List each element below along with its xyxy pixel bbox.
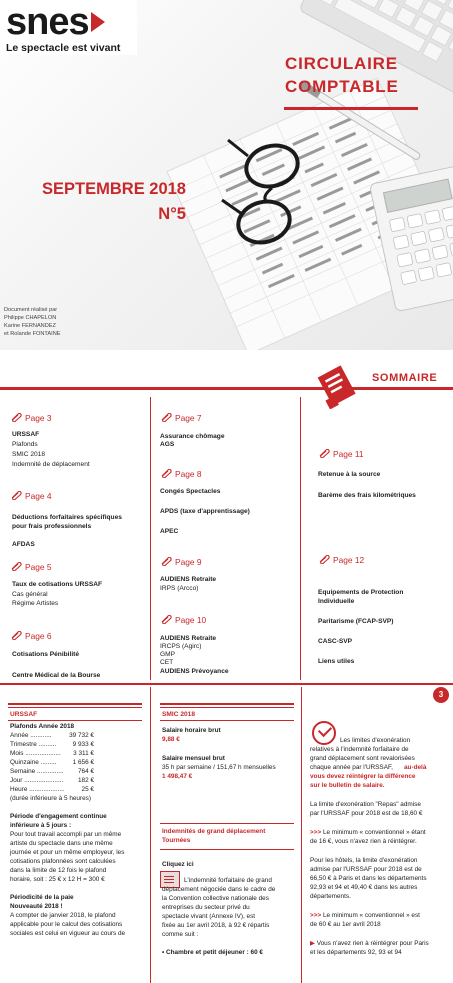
sommaire-title: SOMMAIRE bbox=[368, 372, 441, 384]
toc-item[interactable]: AUDIENS Prévoyance bbox=[160, 668, 229, 675]
logo-triangle-icon bbox=[91, 12, 105, 32]
periodicite-text: A compter de janvier 2018, le plafond bbox=[10, 912, 116, 919]
periode-text: dans la limite de 12 fois le plafond bbox=[10, 867, 107, 874]
repas-min-text: >>> Le minimum « conventionnel » étant bbox=[310, 829, 426, 836]
smic-horaire-title: Salaire horaire brut bbox=[162, 727, 221, 734]
toc-item[interactable]: AUDIENS Retraite bbox=[160, 635, 217, 642]
toc-item[interactable]: Déductions forfaitaires spécifiques bbox=[12, 514, 122, 521]
toc-item[interactable]: CET bbox=[160, 659, 174, 666]
toc-item[interactable]: Taux de cotisations URSSAF bbox=[12, 581, 103, 588]
repas-text: La limite d'exonération "Repas" admise bbox=[310, 801, 421, 808]
hotels-min-text: de 60 € au 1er avril 2018 bbox=[310, 921, 381, 928]
hotels-text: départements. bbox=[310, 893, 351, 900]
paperclip-icon bbox=[160, 469, 172, 478]
page-number-badge: 3 bbox=[433, 687, 449, 703]
toc-item[interactable]: Barème des frais kilométriques bbox=[318, 492, 416, 499]
paperclip-icon bbox=[10, 562, 22, 571]
smic-mensuel-text: 35 h par semaine / 151,67 h mensuelles bbox=[162, 764, 276, 771]
toc-item[interactable]: CASC-SVP bbox=[318, 638, 353, 645]
column-divider bbox=[301, 687, 302, 983]
hotels-text: 66,50 € à Paris et dans les départements bbox=[310, 875, 427, 882]
paperclip-icon bbox=[10, 413, 22, 422]
periode-text: cotisations plafonnées sont calculées bbox=[10, 858, 116, 865]
plafond-row: Trimestre .......... 9 933 € bbox=[10, 741, 94, 748]
cliquez-ici-link[interactable]: Cliquez ici bbox=[162, 861, 194, 868]
plafond-note: (durée inférieure à 5 heures) bbox=[10, 795, 91, 802]
toc-item[interactable]: IRCPS (Agirc) bbox=[160, 643, 202, 650]
toc-item[interactable]: APEC bbox=[160, 528, 179, 535]
cover-issue bbox=[14, 177, 186, 227]
toc-item[interactable]: AFDAS bbox=[12, 541, 35, 548]
hotels-text: Pour les hôtels, la limite d'exonération bbox=[310, 857, 418, 864]
paperclip-icon bbox=[160, 615, 172, 624]
link-page-10[interactable]: Page 10 bbox=[160, 615, 206, 625]
section-rule bbox=[160, 703, 294, 705]
page-rule bbox=[0, 683, 453, 685]
link-page-12[interactable]: Page 12 bbox=[318, 555, 364, 565]
plafond-row: Semaine ............... 764 € bbox=[10, 768, 94, 775]
smic-mensuel-title: Salaire mensuel brut bbox=[162, 755, 225, 762]
chambre-line: • Chambre et petit déjeuner : 60 € bbox=[162, 949, 263, 956]
section-heading-urssaf: URSSAF bbox=[10, 711, 38, 718]
hotels-min-text: >>> Le minimum « conventionnel » est bbox=[310, 912, 420, 919]
cover-credits: Document réalisé par Philippe CHAPELON Karine FERNANDEZ et Rolande FONTAINE bbox=[4, 307, 61, 337]
indem-text: L'indemnité forfaitaire de grand bbox=[184, 877, 272, 884]
plafond-row: Mois .................... 3 311 € bbox=[10, 750, 94, 757]
sommaire-page bbox=[0, 355, 453, 680]
periodicite-text: sociales est celui en vigueur au cours de bbox=[10, 930, 126, 937]
link-page-6[interactable]: Page 6 bbox=[10, 631, 52, 641]
hotels-text: 92,93 et 94 et 49,40 € dans les autres bbox=[310, 884, 418, 891]
toc-item[interactable]: Assurance chômage bbox=[160, 433, 225, 440]
periodicite-text: applicable pour le calcul des cotisations bbox=[10, 921, 123, 928]
link-page-9[interactable]: Page 9 bbox=[160, 557, 202, 567]
indem-title: Indemnités de grand déplacement bbox=[162, 828, 266, 835]
indem-text: la Convention collective nationale des bbox=[162, 895, 269, 902]
toc-item[interactable]: pour frais professionnels bbox=[12, 523, 92, 530]
toc-item[interactable]: Paritarisme (FCAP-SVP) bbox=[318, 618, 394, 625]
periode-text: horaire, soit : 25 € x 12 H = 300 € bbox=[10, 876, 105, 883]
section-rule bbox=[8, 703, 142, 705]
section-rule bbox=[160, 823, 294, 824]
sommaire-column-3 bbox=[314, 397, 450, 680]
periode-text: artiste du spectacle dans une même bbox=[10, 840, 113, 847]
toc-item[interactable]: Equipements de Protection bbox=[318, 589, 404, 596]
indem-text: comme suit : bbox=[162, 931, 199, 938]
toc-item[interactable]: Cotisations Pénibilité bbox=[12, 651, 80, 658]
section-rule bbox=[8, 707, 142, 708]
cover-number: N°5 bbox=[158, 205, 186, 223]
paperclip-icon bbox=[318, 555, 330, 564]
section-rule bbox=[160, 849, 294, 850]
section-rule bbox=[160, 720, 294, 721]
logo-wordmark: snes bbox=[6, 1, 89, 43]
cover-title: CIRCULAIRE COMPTABLE bbox=[285, 54, 399, 96]
link-page-4[interactable]: Page 4 bbox=[10, 491, 52, 501]
periodicite-title: Périodicité de la paie bbox=[10, 894, 74, 901]
limites-warning: sur le bulletin de salaire. bbox=[310, 782, 385, 789]
indem-text: fixée au 1er avril 2018, à 92 € répartis bbox=[162, 922, 270, 929]
smic-mensuel-value: 1 498,47 € bbox=[162, 773, 193, 780]
repas-min-text: de 16 €, vous n'avez rien à réintégrer. bbox=[310, 838, 417, 845]
limites-text: chaque année par l'URSSAF, bbox=[310, 764, 393, 771]
link-page-7[interactable]: Page 7 bbox=[160, 413, 202, 423]
section-rule bbox=[8, 720, 142, 721]
toc-item[interactable]: SMIC 2018 bbox=[12, 451, 45, 458]
toc-item[interactable]: AGS bbox=[160, 441, 175, 448]
section-heading-smic: SMIC 2018 bbox=[162, 711, 195, 718]
logo-tagline: Le spectacle est vivant bbox=[6, 42, 121, 54]
column-divider bbox=[300, 397, 301, 680]
periode-title: Période d'engagement continue bbox=[10, 813, 107, 820]
toc-item[interactable]: Centre Médical de la Bourse bbox=[12, 672, 101, 679]
toc-item[interactable]: Régime Artistes bbox=[12, 600, 59, 607]
plafond-row: Année ............ 39 732 € bbox=[10, 732, 94, 739]
toc-item[interactable]: Plafonds bbox=[12, 441, 38, 448]
toc-item[interactable]: Liens utiles bbox=[318, 658, 355, 665]
periodicite-title: Nouveauté 2018 ! bbox=[10, 903, 63, 910]
toc-item[interactable]: Cas général bbox=[12, 591, 48, 598]
plafonds-title: Plafonds Année 2018 bbox=[10, 723, 75, 730]
periode-title: inférieure à 5 jours : bbox=[10, 822, 72, 829]
periode-text: Pour tout travail accompli par un même bbox=[10, 831, 122, 838]
plafond-row: Quinzaine ......... 1 656 € bbox=[10, 759, 94, 766]
column-divider bbox=[150, 397, 151, 680]
toc-item[interactable]: URSSAF bbox=[12, 431, 40, 438]
cover-date: SEPTEMBRE 2018 bbox=[42, 180, 186, 198]
paperclip-icon bbox=[160, 557, 172, 566]
limites-text: grand déplacement sont revalorisées bbox=[310, 755, 415, 762]
limites-warning: vous devez réintégrer la différence bbox=[310, 773, 416, 780]
cover-page bbox=[0, 0, 453, 350]
toc-item[interactable]: AUDIENS Retraite bbox=[160, 576, 217, 583]
paperclip-icon bbox=[10, 631, 22, 640]
indem-text: déplacement négociée dans le cadre de bbox=[162, 886, 276, 893]
column-divider bbox=[150, 687, 151, 983]
page-3 bbox=[0, 683, 453, 983]
paris-text: ▶ Vous n'avez rien à réintégrer pour Paris bbox=[310, 940, 429, 947]
sommaire-column-1 bbox=[8, 397, 146, 680]
link-page-11[interactable]: Page 11 bbox=[318, 449, 364, 459]
periode-text: journée et pour un même employeur, les bbox=[10, 849, 125, 856]
toc-item[interactable]: Individuelle bbox=[318, 598, 355, 605]
smic-horaire-value: 9,88 € bbox=[162, 736, 180, 743]
link-page-3[interactable]: Page 3 bbox=[10, 413, 52, 423]
limites-text: Les limites d'exonération bbox=[340, 737, 411, 744]
sommaire-column-2 bbox=[158, 397, 294, 680]
sommaire-rule bbox=[0, 387, 453, 390]
toc-item[interactable]: GMP bbox=[160, 651, 176, 658]
toc-item[interactable]: IRPS (Arcco) bbox=[160, 585, 199, 592]
cover-title-underline bbox=[284, 107, 418, 110]
limites-text: relatives à l'indemnité forfaitaire de bbox=[310, 746, 409, 753]
checkmark-icon bbox=[312, 721, 336, 745]
link-page-8[interactable]: Page 8 bbox=[160, 469, 202, 479]
plafond-row: Heure .................... 25 € bbox=[10, 786, 94, 793]
repas-text: par l'URSSAF pour 2018 est de 18,60 € bbox=[310, 810, 423, 817]
toc-item[interactable]: Indemnité de déplacement bbox=[12, 461, 90, 468]
plafond-row: Jour ...................... 182 € bbox=[10, 777, 94, 784]
indem-text: spectacle vivant (Annexe IV), est bbox=[162, 913, 256, 920]
paperclip-icon bbox=[160, 413, 172, 422]
paperclip-icon bbox=[10, 491, 22, 500]
paperclip-icon bbox=[318, 449, 330, 458]
snes-logo bbox=[0, 0, 137, 55]
indem-text: entreprises du secteur privé du bbox=[162, 904, 250, 911]
link-page-5[interactable]: Page 5 bbox=[10, 562, 52, 572]
toc-item[interactable]: Retenue à la source bbox=[318, 471, 381, 478]
toc-item[interactable]: Congés Spectacles bbox=[160, 488, 221, 495]
indem-title: Tournées bbox=[162, 837, 191, 844]
paris-text: et les départements 92, 93 et 94 bbox=[310, 949, 402, 956]
limites-warning: au-delà bbox=[404, 764, 427, 771]
section-rule bbox=[160, 707, 294, 708]
hotels-text: admise par l'URSSAF pour 2018 est de bbox=[310, 866, 422, 873]
toc-item[interactable]: APDS (taxe d'apprentissage) bbox=[160, 508, 250, 515]
